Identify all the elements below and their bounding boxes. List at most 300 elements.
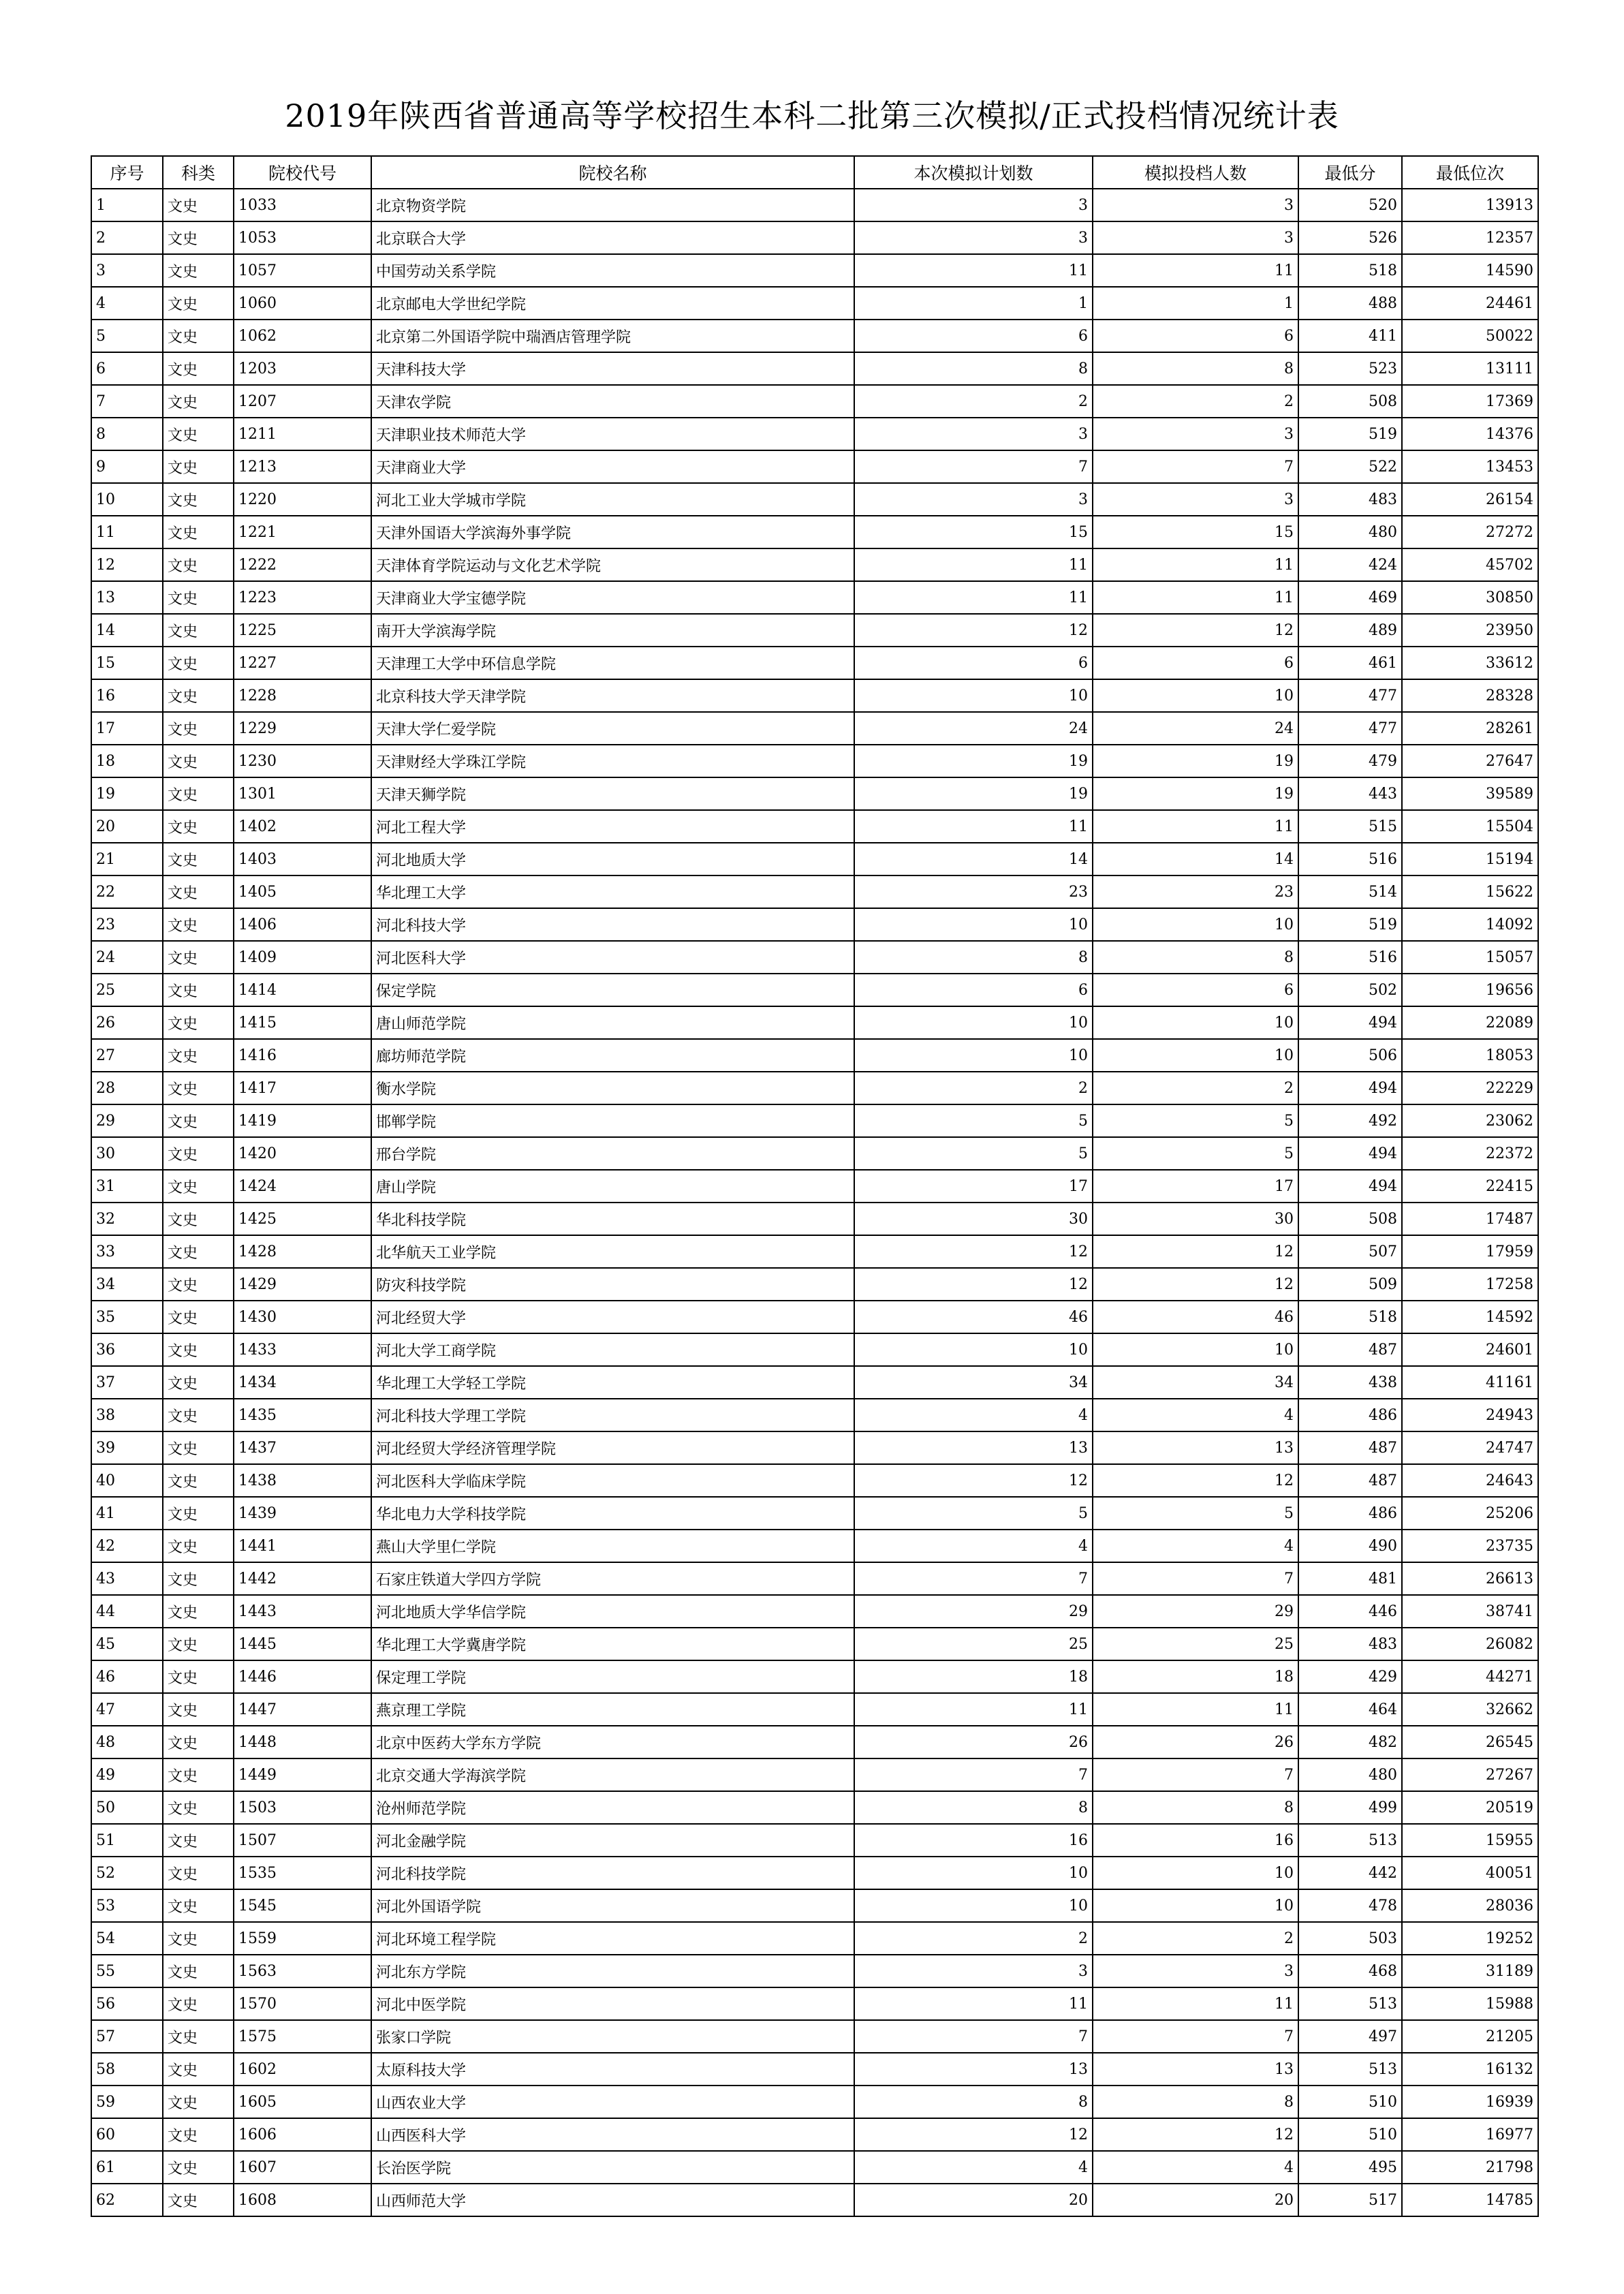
cell-admitted-count: 11 [1093,254,1298,287]
cell-category: 文史 [163,1006,234,1039]
cell-seq: 52 [91,1857,163,1889]
table-row [91,221,1538,254]
cell-seq: 12 [91,548,163,581]
cell-min-score: 502 [1298,974,1402,1006]
cell-min-score: 499 [1298,1791,1402,1824]
cell-plan-count: 12 [854,1464,1093,1497]
cell-school-name: 河北工业大学城市学院 [371,483,854,516]
table-row [91,1987,1538,2020]
cell-seq: 3 [91,254,163,287]
cell-school-name: 天津外国语大学滨海外事学院 [371,516,854,548]
cell-admitted-count: 11 [1093,1987,1298,2020]
cell-admitted-count: 10 [1093,1857,1298,1889]
cell-min-score: 508 [1298,1203,1402,1235]
cell-school-code: 1425 [234,1203,371,1235]
cell-min-rank: 33612 [1402,647,1538,679]
cell-school-code: 1301 [234,777,371,810]
cell-school-name: 河北经贸大学 [371,1301,854,1333]
cell-admitted-count: 13 [1093,1431,1298,1464]
cell-school-name: 河北医科大学临床学院 [371,1464,854,1497]
header-min-score: 最低分 [1298,156,1402,189]
cell-min-rank: 26545 [1402,1726,1538,1758]
cell-min-score: 495 [1298,2151,1402,2184]
cell-seq: 8 [91,418,163,450]
cell-school-code: 1445 [234,1628,371,1660]
cell-min-score: 522 [1298,450,1402,483]
cell-admitted-count: 4 [1093,1399,1298,1431]
cell-category: 文史 [163,221,234,254]
cell-min-rank: 14092 [1402,908,1538,941]
cell-plan-count: 5 [854,1104,1093,1137]
cell-plan-count: 34 [854,1366,1093,1399]
cell-school-name: 河北经贸大学经济管理学院 [371,1431,854,1464]
cell-plan-count: 24 [854,712,1093,745]
cell-min-score: 424 [1298,548,1402,581]
cell-plan-count: 10 [854,1333,1093,1366]
cell-school-name: 山西师范大学 [371,2184,854,2216]
table-row [91,1464,1538,1497]
cell-category: 文史 [163,1628,234,1660]
cell-school-code: 1430 [234,1301,371,1333]
cell-seq: 49 [91,1758,163,1791]
cell-min-rank: 23062 [1402,1104,1538,1137]
cell-min-rank: 24643 [1402,1464,1538,1497]
cell-min-rank: 40051 [1402,1857,1538,1889]
cell-seq: 44 [91,1595,163,1628]
cell-min-rank: 13913 [1402,189,1538,221]
cell-admitted-count: 2 [1093,385,1298,418]
cell-category: 文史 [163,1955,234,1987]
cell-school-name: 北京科技大学天津学院 [371,679,854,712]
cell-school-name: 华北理工大学 [371,875,854,908]
cell-plan-count: 26 [854,1726,1093,1758]
cell-category: 文史 [163,418,234,450]
cell-school-code: 1223 [234,581,371,614]
table-row [91,745,1538,777]
cell-admitted-count: 4 [1093,1530,1298,1562]
cell-school-name: 北京物资学院 [371,189,854,221]
cell-admitted-count: 5 [1093,1137,1298,1170]
cell-min-score: 489 [1298,614,1402,647]
cell-school-code: 1203 [234,352,371,385]
cell-category: 文史 [163,908,234,941]
cell-admitted-count: 7 [1093,450,1298,483]
cell-plan-count: 19 [854,745,1093,777]
cell-admitted-count: 15 [1093,516,1298,548]
cell-plan-count: 6 [854,974,1093,1006]
table-row [91,254,1538,287]
cell-admitted-count: 4 [1093,2151,1298,2184]
cell-seq: 56 [91,1987,163,2020]
cell-min-score: 518 [1298,254,1402,287]
cell-plan-count: 46 [854,1301,1093,1333]
cell-school-name: 河北金融学院 [371,1824,854,1857]
header-admitted-count: 模拟投档人数 [1093,156,1298,189]
table-row [91,2086,1538,2118]
cell-seq: 30 [91,1137,163,1170]
cell-school-name: 廊坊师范学院 [371,1039,854,1072]
table-row [91,1366,1538,1399]
cell-school-name: 保定理工学院 [371,1660,854,1693]
cell-plan-count: 2 [854,385,1093,418]
cell-admitted-count: 3 [1093,483,1298,516]
cell-min-score: 483 [1298,483,1402,516]
cell-admitted-count: 12 [1093,2118,1298,2151]
table-row [91,385,1538,418]
table-row [91,1431,1538,1464]
cell-school-code: 1602 [234,2053,371,2086]
cell-plan-count: 3 [854,483,1093,516]
cell-school-code: 1443 [234,1595,371,1628]
cell-plan-count: 6 [854,320,1093,352]
cell-min-score: 516 [1298,941,1402,974]
cell-category: 文史 [163,1824,234,1857]
cell-school-code: 1446 [234,1660,371,1693]
cell-school-code: 1416 [234,1039,371,1072]
cell-plan-count: 12 [854,2118,1093,2151]
cell-min-score: 442 [1298,1857,1402,1889]
cell-school-code: 1433 [234,1333,371,1366]
header-school-name: 院校名称 [371,156,854,189]
cell-school-code: 1437 [234,1431,371,1464]
cell-category: 文史 [163,1889,234,1922]
cell-admitted-count: 11 [1093,581,1298,614]
cell-admitted-count: 24 [1093,712,1298,745]
table-row [91,1726,1538,1758]
table-row [91,1758,1538,1791]
cell-category: 文史 [163,843,234,875]
cell-min-rank: 19252 [1402,1922,1538,1955]
cell-admitted-count: 3 [1093,1955,1298,1987]
cell-seq: 41 [91,1497,163,1530]
cell-min-rank: 24601 [1402,1333,1538,1366]
cell-admitted-count: 34 [1093,1366,1298,1399]
cell-min-rank: 23735 [1402,1530,1538,1562]
cell-category: 文史 [163,1235,234,1268]
cell-school-name: 天津商业大学宝德学院 [371,581,854,614]
cell-min-rank: 26613 [1402,1562,1538,1595]
cell-school-code: 1448 [234,1726,371,1758]
cell-school-code: 1414 [234,974,371,1006]
cell-school-name: 衡水学院 [371,1072,854,1104]
cell-category: 文史 [163,712,234,745]
table-header-row [91,156,1538,189]
cell-school-name: 华北电力大学科技学院 [371,1497,854,1530]
cell-school-name: 河北东方学院 [371,1955,854,1987]
cell-seq: 33 [91,1235,163,1268]
cell-admitted-count: 12 [1093,1235,1298,1268]
cell-plan-count: 11 [854,810,1093,843]
cell-seq: 17 [91,712,163,745]
cell-school-code: 1220 [234,483,371,516]
table-row [91,679,1538,712]
table-row [91,1301,1538,1333]
cell-plan-count: 4 [854,1530,1093,1562]
cell-min-score: 486 [1298,1497,1402,1530]
cell-min-rank: 27267 [1402,1758,1538,1791]
cell-seq: 11 [91,516,163,548]
table-row [91,1889,1538,1922]
table-row [91,1268,1538,1301]
cell-school-name: 天津财经大学珠江学院 [371,745,854,777]
cell-admitted-count: 12 [1093,1268,1298,1301]
cell-min-rank: 13453 [1402,450,1538,483]
cell-school-code: 1228 [234,679,371,712]
cell-category: 文史 [163,1530,234,1562]
cell-seq: 28 [91,1072,163,1104]
cell-school-code: 1417 [234,1072,371,1104]
cell-seq: 59 [91,2086,163,2118]
cell-category: 文史 [163,1660,234,1693]
cell-category: 文史 [163,287,234,320]
cell-min-score: 438 [1298,1366,1402,1399]
cell-min-rank: 15057 [1402,941,1538,974]
cell-seq: 23 [91,908,163,941]
cell-school-name: 华北理工大学轻工学院 [371,1366,854,1399]
cell-min-rank: 31189 [1402,1955,1538,1987]
cell-plan-count: 3 [854,418,1093,450]
cell-school-name: 天津职业技术师范大学 [371,418,854,450]
cell-plan-count: 13 [854,2053,1093,2086]
cell-plan-count: 8 [854,2086,1093,2118]
cell-category: 文史 [163,810,234,843]
cell-category: 文史 [163,1301,234,1333]
cell-admitted-count: 7 [1093,1562,1298,1595]
cell-school-name: 燕京理工学院 [371,1693,854,1726]
cell-school-name: 北京交通大学海滨学院 [371,1758,854,1791]
cell-min-score: 477 [1298,712,1402,745]
cell-school-name: 河北地质大学华信学院 [371,1595,854,1628]
table-row [91,1791,1538,1824]
cell-seq: 38 [91,1399,163,1431]
cell-min-score: 480 [1298,516,1402,548]
cell-admitted-count: 10 [1093,1006,1298,1039]
cell-school-code: 1428 [234,1235,371,1268]
cell-min-rank: 14785 [1402,2184,1538,2216]
cell-category: 文史 [163,1922,234,1955]
cell-min-rank: 39589 [1402,777,1538,810]
cell-min-rank: 17258 [1402,1268,1538,1301]
cell-seq: 15 [91,647,163,679]
cell-category: 文史 [163,1072,234,1104]
admission-table [91,155,1539,2217]
cell-min-score: 429 [1298,1660,1402,1693]
cell-plan-count: 2 [854,1922,1093,1955]
cell-category: 文史 [163,1726,234,1758]
cell-school-code: 1211 [234,418,371,450]
cell-school-name: 燕山大学里仁学院 [371,1530,854,1562]
cell-admitted-count: 5 [1093,1104,1298,1137]
cell-seq: 57 [91,2020,163,2053]
cell-plan-count: 5 [854,1137,1093,1170]
cell-school-code: 1429 [234,1268,371,1301]
cell-min-score: 488 [1298,287,1402,320]
cell-school-code: 1225 [234,614,371,647]
cell-min-rank: 32662 [1402,1693,1538,1726]
cell-seq: 39 [91,1431,163,1464]
cell-min-score: 515 [1298,810,1402,843]
table-row [91,1072,1538,1104]
cell-category: 文史 [163,352,234,385]
cell-admitted-count: 30 [1093,1203,1298,1235]
cell-school-name: 石家庄铁道大学四方学院 [371,1562,854,1595]
cell-school-name: 天津科技大学 [371,352,854,385]
cell-min-score: 509 [1298,1268,1402,1301]
cell-min-rank: 22372 [1402,1137,1538,1170]
cell-category: 文史 [163,941,234,974]
cell-category: 文史 [163,1464,234,1497]
cell-admitted-count: 3 [1093,221,1298,254]
cell-admitted-count: 6 [1093,974,1298,1006]
cell-category: 文史 [163,1399,234,1431]
cell-school-name: 保定学院 [371,974,854,1006]
table-row [91,810,1538,843]
cell-min-score: 513 [1298,1987,1402,2020]
cell-plan-count: 30 [854,1203,1093,1235]
cell-plan-count: 14 [854,843,1093,875]
cell-category: 文史 [163,1497,234,1530]
cell-min-score: 492 [1298,1104,1402,1137]
cell-category: 文史 [163,385,234,418]
cell-plan-count: 10 [854,908,1093,941]
cell-school-name: 河北医科大学 [371,941,854,974]
cell-plan-count: 29 [854,1595,1093,1628]
cell-admitted-count: 8 [1093,1791,1298,1824]
cell-min-score: 519 [1298,908,1402,941]
table-row [91,352,1538,385]
cell-min-rank: 15504 [1402,810,1538,843]
cell-plan-count: 7 [854,450,1093,483]
cell-seq: 19 [91,777,163,810]
cell-min-rank: 16939 [1402,2086,1538,2118]
cell-school-code: 1207 [234,385,371,418]
cell-min-score: 490 [1298,1530,1402,1562]
cell-admitted-count: 19 [1093,745,1298,777]
cell-school-name: 防灾科技学院 [371,1268,854,1301]
cell-min-rank: 14590 [1402,254,1538,287]
cell-min-rank: 19656 [1402,974,1538,1006]
cell-category: 文史 [163,1268,234,1301]
cell-admitted-count: 3 [1093,418,1298,450]
cell-min-rank: 28261 [1402,712,1538,745]
cell-school-code: 1227 [234,647,371,679]
cell-min-score: 461 [1298,647,1402,679]
cell-plan-count: 20 [854,2184,1093,2216]
cell-admitted-count: 12 [1093,614,1298,647]
cell-category: 文史 [163,189,234,221]
cell-min-rank: 24943 [1402,1399,1538,1431]
cell-min-rank: 30850 [1402,581,1538,614]
cell-school-code: 1419 [234,1104,371,1137]
cell-school-name: 河北科技大学理工学院 [371,1399,854,1431]
cell-category: 文史 [163,1039,234,1072]
header-plan-count: 本次模拟计划数 [854,156,1093,189]
cell-admitted-count: 12 [1093,1464,1298,1497]
cell-category: 文史 [163,2086,234,2118]
cell-plan-count: 16 [854,1824,1093,1857]
cell-category: 文史 [163,777,234,810]
cell-seq: 20 [91,810,163,843]
cell-min-score: 503 [1298,1922,1402,1955]
cell-school-name: 北京邮电大学世纪学院 [371,287,854,320]
cell-plan-count: 12 [854,1235,1093,1268]
cell-min-score: 494 [1298,1072,1402,1104]
cell-plan-count: 10 [854,679,1093,712]
cell-plan-count: 8 [854,941,1093,974]
cell-plan-count: 7 [854,1758,1093,1791]
cell-min-score: 510 [1298,2086,1402,2118]
cell-school-code: 1434 [234,1366,371,1399]
cell-seq: 34 [91,1268,163,1301]
cell-category: 文史 [163,2020,234,2053]
cell-min-rank: 24747 [1402,1431,1538,1464]
cell-seq: 60 [91,2118,163,2151]
header-school-code: 院校代号 [234,156,371,189]
cell-admitted-count: 10 [1093,679,1298,712]
cell-min-score: 487 [1298,1333,1402,1366]
table-row [91,1660,1538,1693]
cell-seq: 35 [91,1301,163,1333]
cell-seq: 50 [91,1791,163,1824]
cell-min-score: 446 [1298,1595,1402,1628]
cell-admitted-count: 2 [1093,1072,1298,1104]
cell-school-code: 1507 [234,1824,371,1857]
table-row [91,2118,1538,2151]
cell-seq: 40 [91,1464,163,1497]
cell-min-score: 411 [1298,320,1402,352]
cell-plan-count: 10 [854,1006,1093,1039]
cell-min-score: 494 [1298,1170,1402,1203]
cell-school-name: 河北中医学院 [371,1987,854,2020]
cell-admitted-count: 8 [1093,352,1298,385]
cell-school-code: 1409 [234,941,371,974]
cell-seq: 32 [91,1203,163,1235]
cell-plan-count: 11 [854,254,1093,287]
cell-school-name: 北京中医药大学东方学院 [371,1726,854,1758]
cell-admitted-count: 6 [1093,647,1298,679]
table-row [91,843,1538,875]
cell-min-score: 478 [1298,1889,1402,1922]
cell-seq: 22 [91,875,163,908]
cell-school-name: 北华航天工业学院 [371,1235,854,1268]
cell-school-code: 1053 [234,221,371,254]
cell-min-rank: 12357 [1402,221,1538,254]
cell-school-code: 1057 [234,254,371,287]
cell-seq: 58 [91,2053,163,2086]
cell-min-rank: 27272 [1402,516,1538,548]
cell-school-name: 张家口学院 [371,2020,854,2053]
cell-min-rank: 21798 [1402,2151,1538,2184]
cell-min-rank: 15622 [1402,875,1538,908]
table-row [91,1530,1538,1562]
cell-min-score: 523 [1298,352,1402,385]
table-row [91,2151,1538,2184]
cell-min-rank: 26154 [1402,483,1538,516]
cell-min-rank: 15988 [1402,1987,1538,2020]
cell-school-code: 1415 [234,1006,371,1039]
cell-school-name: 唐山师范学院 [371,1006,854,1039]
cell-admitted-count: 11 [1093,810,1298,843]
cell-plan-count: 8 [854,352,1093,385]
cell-plan-count: 23 [854,875,1093,908]
cell-seq: 2 [91,221,163,254]
cell-plan-count: 10 [854,1039,1093,1072]
cell-school-code: 1406 [234,908,371,941]
cell-admitted-count: 1 [1093,287,1298,320]
cell-school-code: 1402 [234,810,371,843]
cell-school-code: 1438 [234,1464,371,1497]
cell-seq: 43 [91,1562,163,1595]
